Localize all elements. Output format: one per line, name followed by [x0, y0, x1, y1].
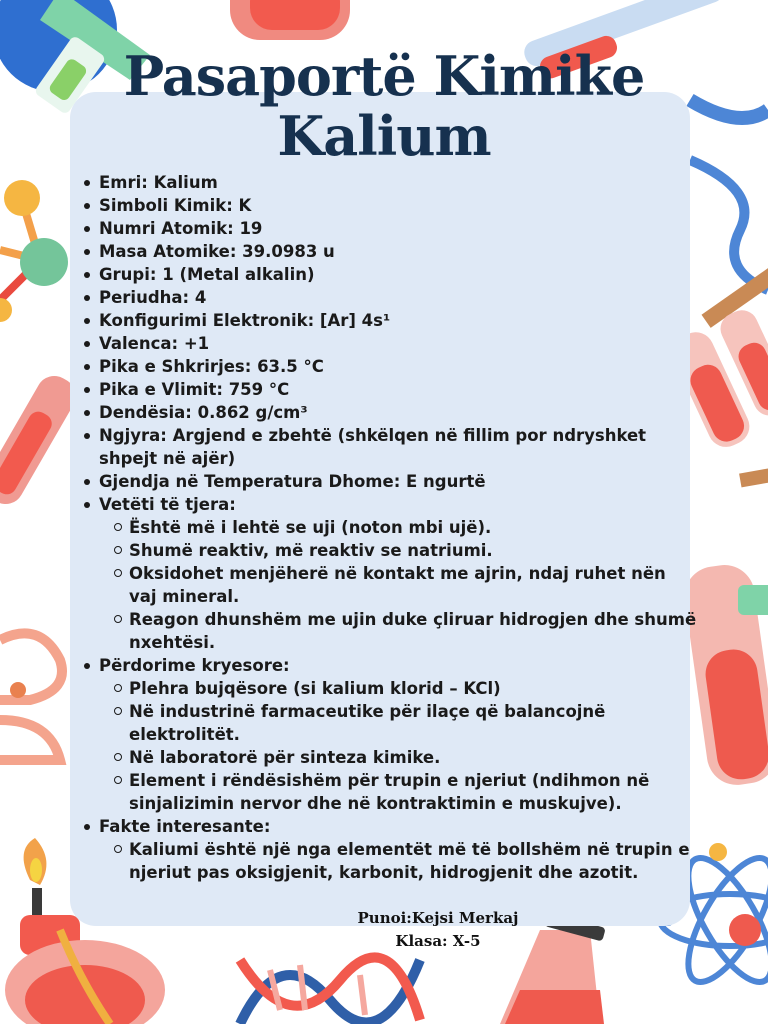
fact-text: Masa Atomike: 39.0983 u — [99, 242, 335, 261]
fact-item — [99, 401, 699, 424]
fact-text: Konfigurimi Elektronik: [Ar] 4s¹ — [99, 311, 391, 330]
sub-fact-item: Oksidohet menjëherë në kontakt me ajrin, ndaj ruhet nën vaj mineral. — [129, 562, 699, 608]
fact-item — [99, 815, 699, 884]
tongs-icon — [0, 633, 62, 760]
element-name-title: Kalium — [277, 104, 491, 168]
sub-list — [99, 838, 699, 884]
fact-text: Gjendja në Temperatura Dhome: E ngurtë — [99, 472, 486, 491]
fact-text: Dendësia: 0.862 g/cm³ — [99, 403, 308, 422]
fact-text: Emri: Kalium — [99, 173, 218, 192]
fact-item — [99, 470, 699, 493]
fact-text: Ngjyra: Argjend e zbehtë (shkëlqen në fillim por ndryshket shpejt në ajër) — [99, 426, 647, 468]
page-title: Pasaportë Kimike — [123, 44, 645, 108]
fact-text: Grupi: 1 (Metal alkalin) — [99, 265, 315, 284]
fact-text: Numri Atomik: 19 — [99, 219, 263, 238]
class-label: Klasa: X-5 — [395, 932, 481, 950]
facts-list — [99, 171, 699, 884]
erlenmeyer-flask-icon — [500, 912, 606, 1024]
fact-item — [99, 493, 699, 654]
fact-text: Periudha: 4 — [99, 288, 207, 307]
sub-fact-item: Reagon dhunshëm me ujin duke çliruar hidrogjen dhe shumë nxehtësi. — [129, 608, 699, 654]
sub-list — [99, 677, 699, 815]
molecule-icon — [0, 180, 68, 322]
sub-fact-item: Plehra bujqësore (si kalium klorid – KCl) — [129, 677, 699, 700]
author-signature: Punoi:Kejsi Merkaj — [357, 909, 519, 927]
fact-text: Fakte interesante: — [99, 817, 271, 836]
fact-item — [99, 355, 699, 378]
fact-item — [99, 424, 699, 470]
sub-fact-item: Është më i lehtë se uji (noton mbi ujë). — [129, 516, 699, 539]
fact-item — [99, 217, 699, 240]
fact-item — [99, 378, 699, 401]
fact-item — [99, 286, 699, 309]
sub-fact-item: Element i rëndësishëm për trupin e njeriut (ndihmon në sinjalizimin nervor dhe në kontraktimin e muskujve). — [129, 769, 699, 815]
fact-item — [99, 309, 699, 332]
sub-fact-item: Në laboratorë për sinteza kimike. — [129, 746, 699, 769]
sub-fact-item: Kaliumi është një nga elementët më të bollshëm në trupin e njeriut pas oksigjenit, karbonit, hidrogjenit dhe azotit. — [129, 838, 699, 884]
fact-text: Valenca: +1 — [99, 334, 210, 353]
fact-item — [99, 263, 699, 286]
fact-item — [99, 332, 699, 355]
fact-item — [99, 171, 699, 194]
dna-icon — [240, 958, 420, 1024]
fact-text: Pika e Vlimit: 759 °C — [99, 380, 290, 399]
fact-text: Pika e Shkrirjes: 63.5 °C — [99, 357, 324, 376]
fact-item — [99, 654, 699, 815]
fact-text: Vetëti të tjera: — [99, 495, 236, 514]
fact-text: Përdorime kryesore: — [99, 656, 290, 675]
fact-item — [99, 240, 699, 263]
sub-list — [99, 516, 699, 654]
fact-item — [99, 194, 699, 217]
sub-fact-item: Shumë reaktiv, më reaktiv se natriumi. — [129, 539, 699, 562]
test-tube-icon — [230, 0, 350, 40]
sub-fact-item: Në industrinë farmaceutike për ilaçe që balancojnë elektrolitët. — [129, 700, 699, 746]
fact-text: Simboli Kimik: K — [99, 196, 252, 215]
